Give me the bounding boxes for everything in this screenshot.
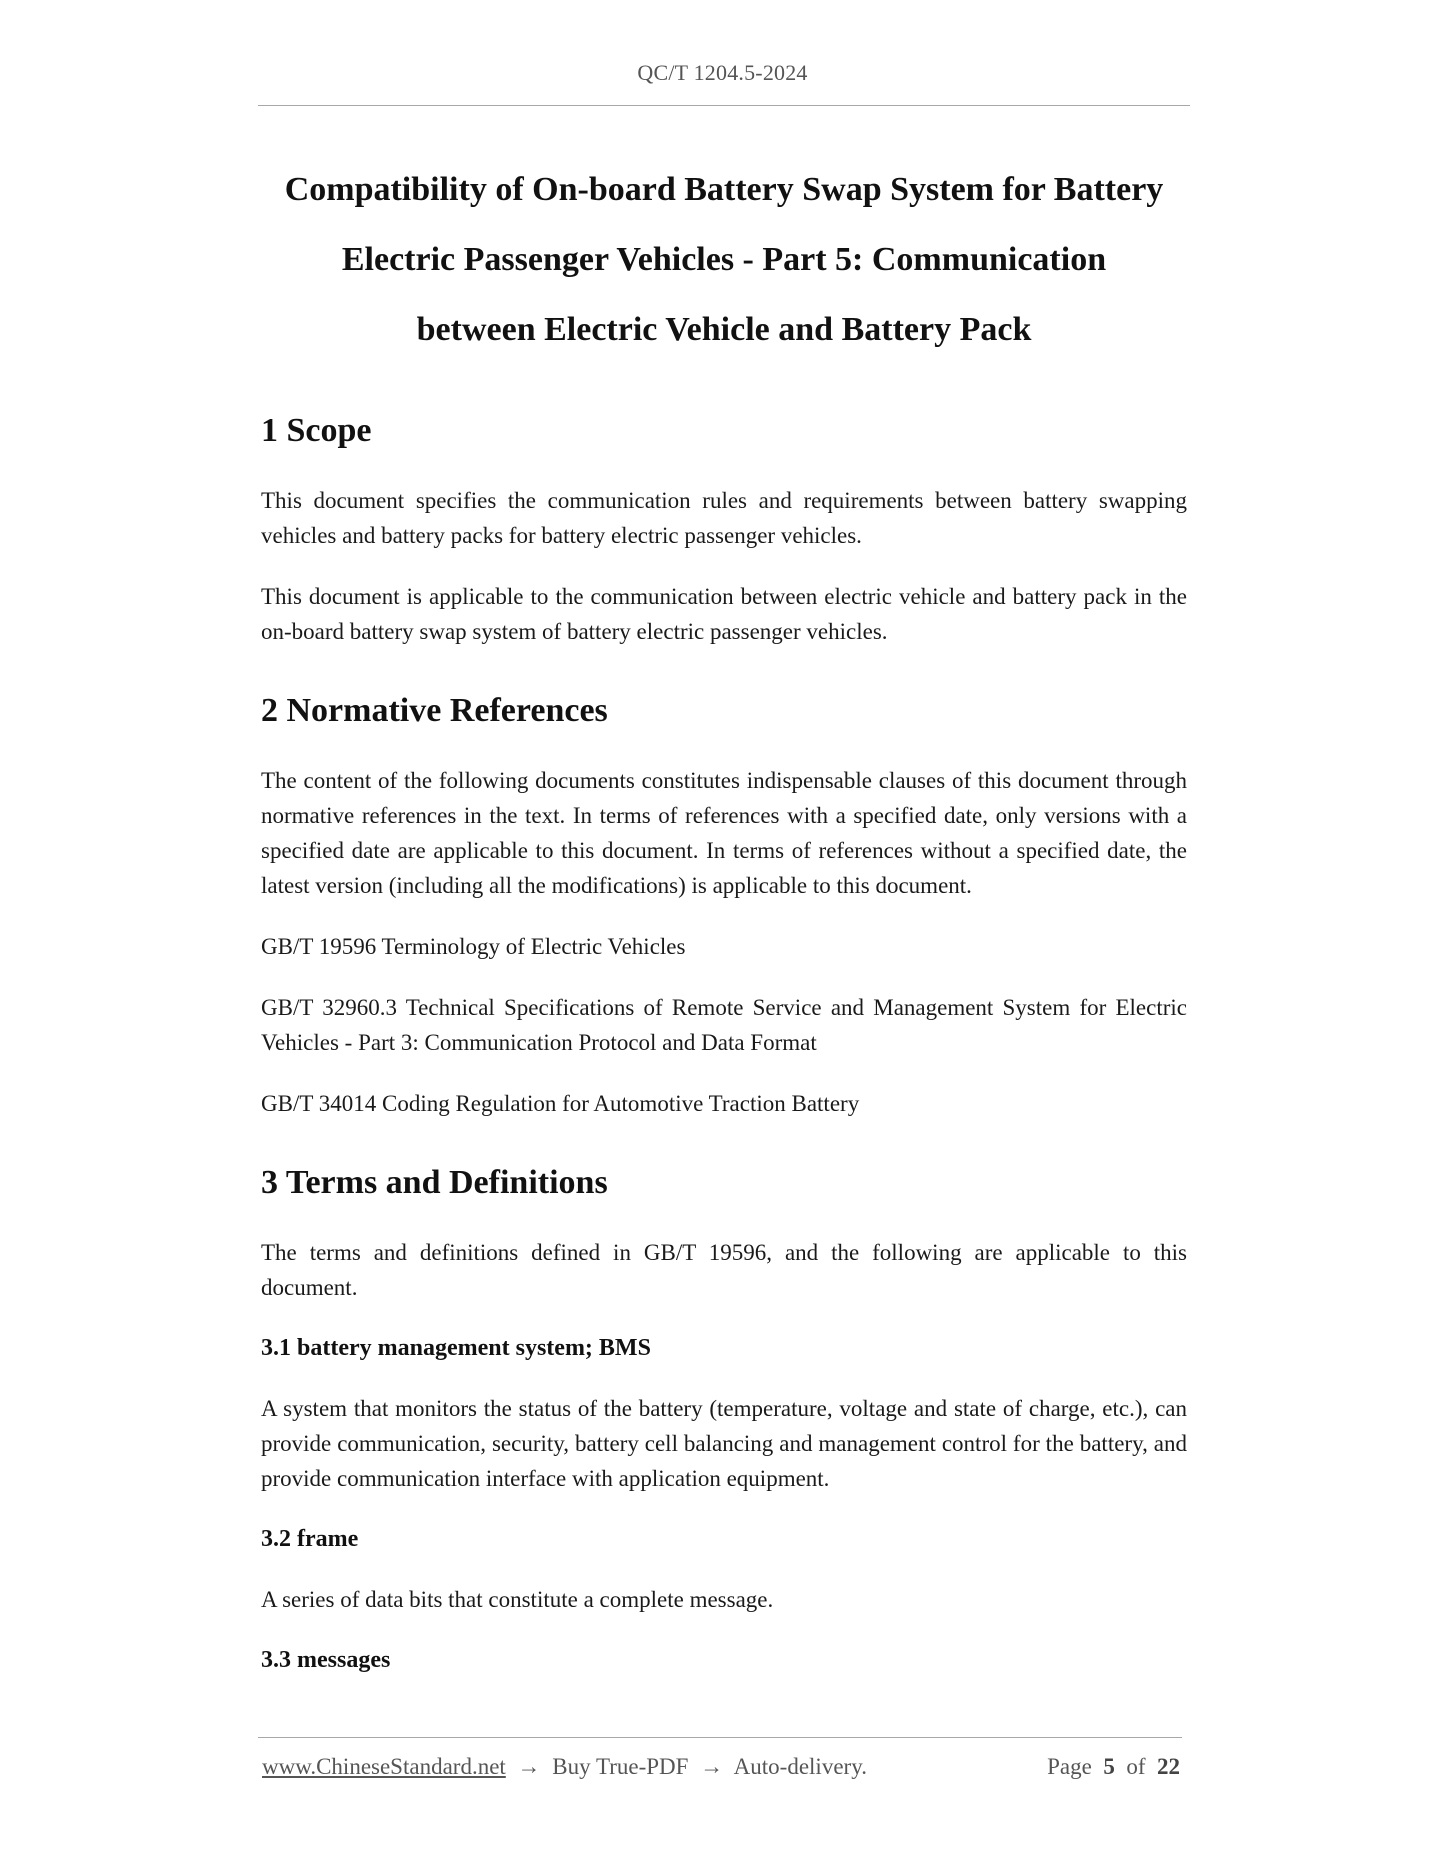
total-pages-number: 22 — [1157, 1754, 1180, 1779]
term-heading-messages: 3.3 messages — [261, 1647, 391, 1673]
term-heading-frame: 3.2 frame — [261, 1526, 359, 1552]
page-content — [261, 155, 1187, 1677]
spacer — [261, 1365, 1187, 1391]
scope-paragraph-2: This document is applicable to the communication between electric vehicle and battery pack in the on-board battery swap system of battery electric passenger vehicles. — [261, 584, 1187, 644]
current-page-number: 5 — [1103, 1754, 1115, 1779]
spacer — [261, 1121, 1187, 1161]
spacer — [261, 1617, 1187, 1643]
arrow-right-icon: → — [700, 1754, 724, 1779]
page-label: Page — [1047, 1754, 1092, 1779]
document-title — [261, 155, 1187, 365]
spacer — [261, 964, 1187, 990]
term-heading-bms: 3.1 battery management system; BMS — [261, 1335, 651, 1361]
term-definition-frame: A series of data bits that constitute a complete message. — [261, 1587, 774, 1612]
reference-item: GB/T 34014 Coding Regulation for Automotive Traction Battery — [261, 1091, 860, 1116]
standard-code-header: QC/T 1204.5-2024 — [637, 60, 808, 85]
spacer — [261, 903, 1187, 929]
reference-item: GB/T 19596 Terminology of Electric Vehicles — [261, 934, 686, 959]
page-number — [1047, 1754, 1180, 1780]
buy-pdf-text: Buy True-PDF — [552, 1754, 689, 1779]
spacer — [261, 733, 1187, 763]
spacer — [261, 1060, 1187, 1086]
footer-divider — [258, 1737, 1182, 1738]
spacer — [261, 1205, 1187, 1235]
spacer — [261, 453, 1187, 483]
header-divider — [258, 105, 1190, 106]
of-label: of — [1126, 1754, 1146, 1779]
scope-paragraph-1: This document specifies the communication rules and requirements between battery swapping vehicles and battery packs for battery electric passenger vehicles. — [261, 488, 1187, 548]
title-line-1: Compatibility of On-board Battery Swap System for Battery — [284, 171, 1164, 208]
section-heading-scope: 1 Scope — [261, 412, 372, 449]
spacer — [261, 1556, 1187, 1582]
normative-paragraph: The content of the following documents constitutes indispensable clauses of this document through normative references in the text. In terms of references with a specified date, only versions with a specified date are applicable to this document. In terms of references without a specified date, the latest version (including all the modifications) is applicable to this document. — [261, 768, 1187, 898]
spacer — [261, 553, 1187, 579]
section-heading-terms-definitions: 3 Terms and Definitions — [261, 1164, 608, 1201]
spacer — [261, 365, 1187, 409]
auto-delivery-text: Auto-delivery. — [733, 1754, 867, 1779]
terms-paragraph: The terms and definitions defined in GB/T 19596, and the following are applicable to this document. — [261, 1240, 1187, 1300]
arrow-right-icon: → — [517, 1754, 541, 1779]
page-footer — [262, 1754, 1180, 1780]
title-line-3: between Electric Vehicle and Battery Pack — [416, 311, 1032, 348]
term-definition-bms: A system that monitors the status of the battery (temperature, voltage and state of charge, etc.), can provide communication, security, battery cell balancing and management control for the battery, and provide communication interface with application equipment. — [261, 1396, 1187, 1491]
section-heading-normative-references: 2 Normative References — [261, 692, 608, 729]
spacer — [261, 1305, 1187, 1331]
spacer — [261, 649, 1187, 689]
chinese-standard-link[interactable]: www.ChineseStandard.net — [262, 1754, 506, 1779]
reference-item: GB/T 32960.3 Technical Specifications of Remote Service and Management System for Electric Vehicles - Part 3: Communication Protocol and Data Format — [261, 995, 1187, 1055]
footer-left — [262, 1754, 867, 1780]
spacer — [261, 1496, 1187, 1522]
title-line-2: Electric Passenger Vehicles - Part 5: Communication — [341, 241, 1107, 278]
